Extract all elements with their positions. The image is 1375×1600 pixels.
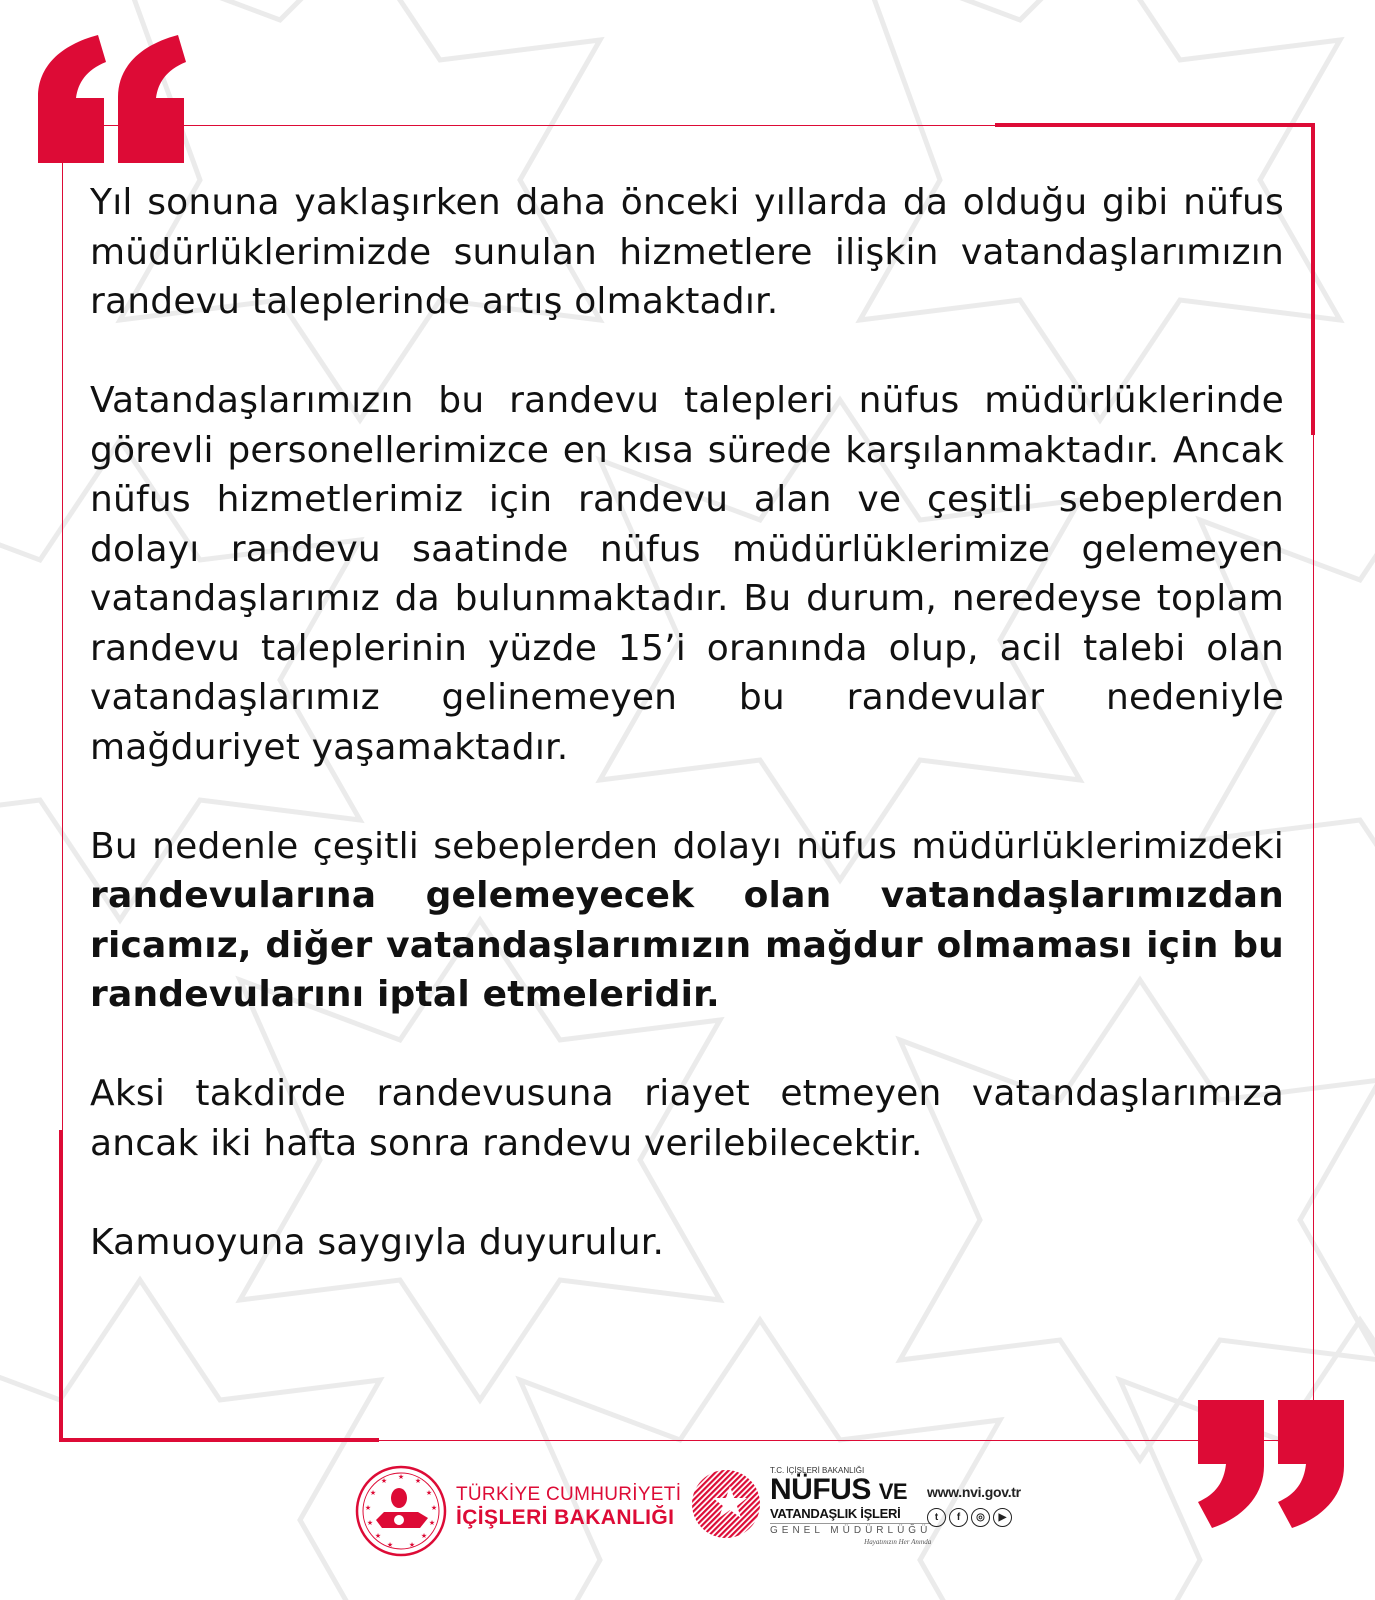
svg-text:★: ★	[366, 1519, 374, 1527]
nvi-crescent-star-icon	[690, 1468, 762, 1540]
instagram-icon[interactable]: ◎	[971, 1508, 990, 1527]
highlighted-request: randevularına gelemeyecek olan vatandaşlarımızdan ricamız, diğer vatandaşlarımızın mağdur olmaması için bu randevularını iptal etmeleridir.	[90, 875, 1284, 1015]
paragraph-situation: Vatandaşlarımızın bu randevu talepleri nüfus müdürlüklerinde görevli personellerimizce en kısa sürede karşılanmaktadır. Ancak nüfus hizmetlerimiz için randevu alan ve çeşitli sebeplerden dolayı randevu saatinde nüfus müdürlüklerimize gelemeyen vatandaşlarımız da bulunmaktadır. Bu durum, neredeyse toplam randevu taleplerinin yüzde 15’i oranında olup, acil talebi olan vatandaşlarımız gelinemeyen bu randevular nedeniyle mağduriyet yaşamaktadır.	[90, 380, 1284, 768]
open-quote-icon	[38, 35, 186, 163]
svg-text:★: ★	[386, 1541, 394, 1549]
ministry-seal-icon	[354, 1464, 448, 1558]
frame-left-thin	[62, 125, 63, 1130]
svg-text:★: ★	[408, 1541, 416, 1549]
frame-top-thick	[995, 123, 1315, 127]
paragraph-warning: Aksi takdirde randevusuna riayet etmeyen vatandaşlarımıza ancak iki hafta sonra randevu verilebilecektir.	[90, 1073, 1284, 1164]
svg-text:★: ★	[369, 1489, 377, 1497]
frame-top-thin	[62, 125, 996, 126]
facebook-icon[interactable]: f	[949, 1508, 968, 1527]
social-links	[927, 1508, 1012, 1527]
frame-bottom-thin	[379, 1440, 1313, 1441]
announcement-body	[90, 178, 1284, 1317]
youtube-icon[interactable]: ▶	[993, 1508, 1012, 1527]
svg-text:★: ★	[380, 1477, 388, 1485]
ministry-name: TÜRKİYE CUMHURİYETİ İÇİŞLERİ BAKANLIĞI	[456, 1484, 682, 1529]
frame-bottom-thick	[59, 1438, 379, 1442]
frame-right-thin	[1313, 435, 1314, 1437]
paragraph-request: Bu nedenle çeşitli sebeplerden dolayı nüfus müdürlüklerimizdeki randevularına gelemeyecek olan vatandaşlarımızdan ricamız, diğer vatandaşlarımızın mağdur olmaması için bu randevularını iptal etmeleridir.	[90, 825, 1284, 1015]
svg-text:★: ★	[364, 1504, 372, 1512]
paragraph-closing: Kamuoyuna saygıyla duyurulur.	[90, 1221, 665, 1263]
twitter-icon[interactable]: t	[927, 1508, 946, 1527]
svg-text:★: ★	[374, 1532, 382, 1540]
nvi-logo-text: T.C. İÇİŞLERİ BAKANLIĞI NÜFUS VE VATANDAŞLIK İŞLERİ GENEL MÜDÜRLÜĞÜ Hayatınızın Her Anında	[770, 1466, 932, 1546]
frame-left-thick	[59, 1130, 63, 1442]
svg-text:★: ★	[425, 1489, 433, 1497]
svg-text:★: ★	[420, 1532, 428, 1540]
website-link[interactable]: www.nvi.gov.tr	[927, 1484, 1021, 1500]
footer	[0, 1462, 1375, 1562]
frame-right-thick	[1311, 123, 1315, 435]
svg-text:★: ★	[414, 1477, 422, 1485]
paragraph-intro: Yıl sonuna yaklaşırken daha önceki yıllarda da olduğu gibi nüfus müdürlüklerimizde sunulan hizmetlere ilişkin vatandaşlarımızın randevu taleplerinde artış olmaktadır.	[90, 182, 1284, 322]
svg-text:★: ★	[430, 1504, 438, 1512]
svg-text:★: ★	[428, 1519, 436, 1527]
svg-text:★: ★	[397, 1473, 405, 1481]
